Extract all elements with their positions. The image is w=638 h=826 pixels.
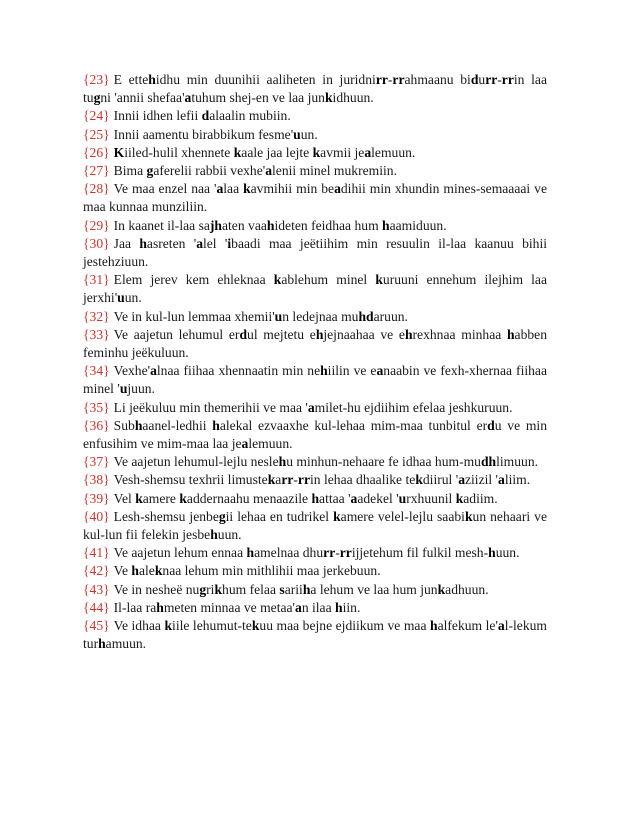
verse-30 (83, 235, 547, 271)
emphasis-letter: a (241, 436, 249, 452)
verse-43 (83, 581, 547, 599)
emphasis-letter: u (117, 290, 125, 306)
verse-text: avmihii min be (250, 181, 335, 197)
emphasis-letter: k (415, 472, 423, 488)
verse-text: Ve maa enzel naa ' (113, 181, 217, 197)
verse-text: avmii je (320, 144, 365, 160)
verse-text: un. (300, 126, 318, 142)
verse-34 (83, 362, 547, 398)
verse-number: {25} (83, 126, 110, 142)
verse-text: jejnaahaa ve e (323, 326, 405, 342)
verse-text: n ledejnaa mu (282, 308, 359, 324)
verse-32 (83, 308, 547, 326)
emphasis-letter: h (311, 490, 320, 506)
emphasis-letter: h (488, 545, 496, 561)
emphasis-letter: h (315, 326, 324, 342)
verse-number: {29} (83, 217, 110, 233)
verse-text: addernaahu menaazile (186, 490, 312, 506)
verse-text: meten minnaa ve metaa' (163, 599, 296, 615)
verse-31 (83, 271, 547, 307)
verse-text: milet-hu ejdiihim efelaa jeshkuruun. (314, 399, 513, 415)
verse-text: arii (284, 581, 303, 597)
verse-text: uun. (217, 527, 242, 543)
verse-40 (83, 508, 547, 544)
verse-text: iiled-hulil xhennete (124, 144, 234, 160)
emphasis-letter: a (196, 235, 203, 251)
emphasis-letter: u (293, 126, 301, 142)
verse-38 (83, 471, 547, 489)
emphasis-letter: h (139, 235, 147, 251)
verse-text: Ve idhaa (113, 618, 165, 634)
verse-text: hum felaa (222, 581, 280, 597)
verse-text: - (293, 472, 298, 488)
verse-text: u (478, 72, 486, 87)
emphasis-letter: g (93, 90, 101, 106)
emphasis-letter: rr (392, 72, 405, 87)
verse-text: ale (138, 563, 155, 579)
verse-text: amere (142, 490, 180, 506)
verse-text: uun. (495, 545, 520, 561)
verse-text: aale jaa lejte (241, 144, 313, 160)
emphasis-letter: h (246, 545, 255, 561)
verse-number: {42} (83, 563, 110, 579)
verse-number: {31} (83, 272, 110, 288)
verse-text: lenii minel mukremiin. (272, 163, 397, 179)
emphasis-letter: h (302, 581, 311, 597)
verse-number: {40} (83, 508, 110, 524)
verse-text: Vel (113, 490, 136, 506)
verse-text: - (387, 72, 393, 87)
verse-text: un nehaari ve kul-lun fii felekin jesbe (83, 508, 547, 543)
verse-text: ideten feidhaa hum (274, 217, 383, 233)
emphasis-letter: k (179, 490, 187, 506)
verse-text: dihii min xhundin mines-semaaaai ve maa kunnaa munziliin. (83, 181, 547, 215)
emphasis-letter: K (113, 144, 125, 160)
emphasis-letter: h (210, 527, 218, 543)
verse-text: uruuni ennehum ilejhim laa jerxhi' (83, 272, 547, 306)
emphasis-letter: jh (209, 217, 222, 233)
verse-35 (83, 399, 547, 417)
verse-text: Bima (113, 163, 147, 179)
verse-28 (83, 180, 547, 216)
emphasis-letter: k (243, 181, 251, 197)
verse-text: l-lekum tur (83, 618, 547, 652)
verse-text: Sub (113, 417, 135, 433)
verse-number: {45} (83, 618, 110, 634)
verse-number: {36} (83, 417, 110, 433)
verse-text: alfekum le' (437, 618, 498, 634)
verse-text: rxhuunil (406, 490, 456, 506)
verse-text: aferelii rabbii vexhe' (153, 163, 266, 179)
verse-text: In kaanet il-laa sa (113, 217, 210, 233)
emphasis-letter: h (131, 563, 139, 579)
verse-text: lel ' (203, 235, 228, 251)
emphasis-letter: a (376, 363, 384, 379)
emphasis-letter: a (307, 399, 315, 415)
emphasis-letter: a (350, 490, 358, 506)
emphasis-letter: k (333, 508, 341, 524)
verse-text: diirul ' (422, 472, 459, 488)
verse-text: Vexhe' (113, 363, 151, 379)
verse-text: naabin ve fexh-xhernaa fiihaa minel ' (83, 363, 547, 397)
emphasis-letter: a (216, 181, 224, 197)
verse-number: {34} (83, 363, 110, 379)
verse-number: {27} (83, 163, 110, 179)
verse-45 (83, 617, 547, 653)
verse-42 (83, 562, 547, 580)
emphasis-letter: h (134, 417, 143, 433)
emphasis-letter: h (506, 326, 515, 342)
verse-text: abben feminhu jeëkuluun. (83, 326, 547, 361)
verse-text: amelnaa dhu (254, 545, 324, 561)
emphasis-letter: a (334, 181, 341, 197)
emphasis-letter: k (273, 272, 282, 288)
emphasis-letter: h (156, 599, 164, 615)
verse-number: {37} (83, 454, 110, 470)
emphasis-letter: g (199, 581, 207, 597)
emphasis-letter: d (487, 417, 495, 433)
verse-text: juun. (127, 381, 155, 397)
verse-24 (83, 107, 547, 125)
verse-number: {39} (83, 490, 110, 506)
verse-number: {43} (83, 581, 110, 597)
verse-text: Lesh-shemsu jenbe (113, 508, 219, 524)
emphasis-letter: hd (358, 308, 374, 324)
verse-text: a (275, 472, 282, 488)
verse-text: asreten ' (146, 235, 197, 251)
verse-text: naa lehum min mithlihii maa jerkebuun. (162, 563, 381, 579)
emphasis-letter: rr (375, 72, 388, 87)
emphasis-letter: k (251, 618, 260, 634)
emphasis-letter: a (295, 599, 302, 615)
verse-text: adiim. (463, 490, 498, 506)
verse-text: in lehaa dhaalike te (310, 472, 416, 488)
emphasis-letter: d (239, 326, 248, 342)
verse-text: ahmaanu bi (404, 72, 471, 87)
emphasis-letter: rr (281, 472, 294, 488)
verse-number: {24} (83, 108, 110, 124)
verse-text: aruun. (373, 308, 408, 324)
emphasis-letter: k (312, 144, 321, 160)
emphasis-letter: rr (485, 72, 498, 87)
emphasis-letter: a (265, 163, 273, 179)
verse-text: attaa ' (319, 490, 351, 506)
verse-text: n ilaa (301, 599, 336, 615)
verse-text: uu maa bejne ejdiikum ve maa (259, 618, 431, 634)
verse-text: Elem jerev kem ehleknaa (113, 272, 274, 288)
verse-23 (83, 71, 547, 107)
verse-26 (83, 144, 547, 162)
verse-text: ziizil ' (464, 472, 499, 488)
emphasis-letter: h (320, 363, 328, 379)
verse-number: {28} (83, 181, 110, 197)
emphasis-letter: k (455, 490, 464, 506)
verse-number: {30} (83, 235, 110, 251)
verse-text: Ve aajetun lehumul-lejlu nesle (113, 454, 279, 470)
emphasis-letter: i (227, 235, 232, 251)
emphasis-letter: d (470, 72, 479, 87)
emphasis-letter: h (148, 72, 156, 87)
verse-text: ni 'annii shefaa' (100, 90, 185, 106)
verse-text: lnaa fiihaa xhennaatin min ne (156, 363, 321, 379)
emphasis-letter: h (430, 618, 438, 634)
verse-text: - (497, 72, 502, 87)
verse-text: Innii aamentu birabbikum fesme' (113, 126, 294, 142)
verse-29 (83, 217, 547, 235)
verse-27 (83, 162, 547, 180)
verse-25 (83, 126, 547, 144)
emphasis-letter: h (382, 217, 390, 233)
verse-text: ijjetehum fil fulkil mesh- (351, 545, 489, 561)
verse-text: aten vaa (222, 217, 267, 233)
verse-text: Jaa (113, 235, 140, 251)
verse-text: limuun. (496, 454, 539, 470)
emphasis-letter: dh (480, 454, 497, 470)
verse-text: idhuun. (332, 90, 374, 106)
emphasis-letter: k (375, 272, 383, 288)
emphasis-letter: k (324, 90, 333, 106)
emphasis-letter: a (498, 472, 505, 488)
verse-text: Ve (113, 563, 132, 579)
emphasis-letter: rr (323, 545, 336, 561)
verse-text: Il-laa ra (113, 599, 157, 615)
verse-text: iilin ve e (327, 363, 377, 379)
emphasis-letter: k (214, 581, 223, 597)
verse-39 (83, 490, 547, 508)
verse-text: tuhum shej-en ve laa jun (191, 90, 325, 106)
verse-text: ii lehaa en tudrikel (225, 508, 334, 524)
emphasis-letter: u (274, 308, 283, 324)
emphasis-letter: k (233, 144, 242, 160)
verse-text: - (335, 545, 340, 561)
emphasis-letter: d (201, 108, 210, 124)
emphasis-letter: a (364, 144, 372, 160)
verse-36 (83, 417, 547, 453)
emphasis-letter: h (404, 326, 413, 342)
verse-number: {41} (83, 545, 110, 561)
emphasis-letter: h (266, 217, 275, 233)
emphasis-letter: rr (501, 72, 514, 87)
verse-text: Vesh-shemsu texhrii limuste (113, 472, 268, 488)
emphasis-letter: u (398, 490, 407, 506)
emphasis-letter: k (164, 618, 173, 634)
emphasis-letter: h (98, 636, 106, 652)
verse-text: aamiduun. (389, 217, 447, 233)
verse-text: ri (206, 581, 215, 597)
verse-44 (83, 599, 547, 617)
verse-text: rexhnaa minhaa (412, 326, 507, 342)
verse-number: {32} (83, 308, 110, 324)
verse-text: alekal ezvaaxhe kul-lehaa mim-maa tunbitul er (219, 417, 488, 433)
verse-number: {23} (83, 72, 110, 87)
verse-number: {35} (83, 399, 110, 415)
emphasis-letter: u (119, 381, 128, 397)
verse-text: iile lehumut-te (172, 618, 252, 634)
verse-text: Ve aajetun lehum ennaa (113, 545, 247, 561)
verse-text: amere velel-lejlu saabi (340, 508, 465, 524)
verse-text: alaalin mubiin. (209, 108, 291, 124)
verse-text: a lehum ve laa hum jun (310, 581, 438, 597)
emphasis-letter: g (218, 508, 226, 524)
verse-list (83, 71, 547, 654)
verse-text: Li jeëkuluu min themerihii ve maa ' (113, 399, 308, 415)
verse-text: u minhun-nehaare fe idhaa hum-mu (286, 454, 481, 470)
verse-number: {33} (83, 326, 110, 342)
emphasis-letter: a (497, 618, 505, 634)
emphasis-letter: a (150, 363, 157, 379)
emphasis-letter: rr (339, 545, 352, 561)
emphasis-letter: s (279, 581, 285, 597)
verse-text: idhu min duunihii aaliheten in juridni (155, 72, 376, 87)
emphasis-letter: h (335, 599, 343, 615)
verse-text: baadi maa jeëtiihim min resuulin il-laa kaanuu bihii jestehziuun. (83, 235, 548, 270)
verse-text: ablehum minel (281, 272, 376, 288)
verse-text: Ve in nesheë nu (113, 581, 200, 597)
verse-text: laa (223, 181, 244, 197)
verse-text: Ve aajetun lehumul er (113, 326, 240, 342)
verse-text: in laa tu (83, 72, 547, 106)
emphasis-letter: h (212, 417, 220, 433)
emphasis-letter: a (184, 90, 192, 106)
emphasis-letter: k (267, 472, 276, 488)
emphasis-letter: h (278, 454, 287, 470)
emphasis-letter: rr (297, 472, 310, 488)
verse-text: iin. (342, 599, 361, 615)
verse-text: E ette (113, 72, 149, 87)
verse-text: amuun. (105, 636, 147, 652)
verse-text: u ve min enfusihim ve mim-maa laa je (83, 417, 547, 452)
emphasis-letter: k (154, 563, 163, 579)
verse-text: Innii idhen lefii (113, 108, 202, 124)
emphasis-letter: k (437, 581, 446, 597)
verse-text: ul mejtetu e (247, 326, 316, 342)
verse-text: lemuun. (371, 144, 416, 160)
verse-text: aanel-ledhii (142, 417, 213, 433)
verse-text: adekel ' (357, 490, 399, 506)
verse-text: liim. (504, 472, 531, 488)
verse-number: {38} (83, 472, 110, 488)
emphasis-letter: a (458, 472, 465, 488)
verse-text: lemuun. (248, 436, 293, 452)
verse-text: adhuun. (445, 581, 489, 597)
emphasis-letter: k (135, 490, 143, 506)
verse-41 (83, 544, 547, 562)
verse-33 (83, 326, 547, 362)
verse-number: {44} (83, 599, 110, 615)
verse-text: Ve in kul-lun lemmaa xhemii' (113, 308, 275, 324)
verse-number: {26} (83, 144, 110, 160)
emphasis-letter: g (146, 163, 154, 179)
verse-37 (83, 453, 547, 471)
verse-text: un. (124, 290, 142, 306)
emphasis-letter: k (464, 508, 473, 524)
